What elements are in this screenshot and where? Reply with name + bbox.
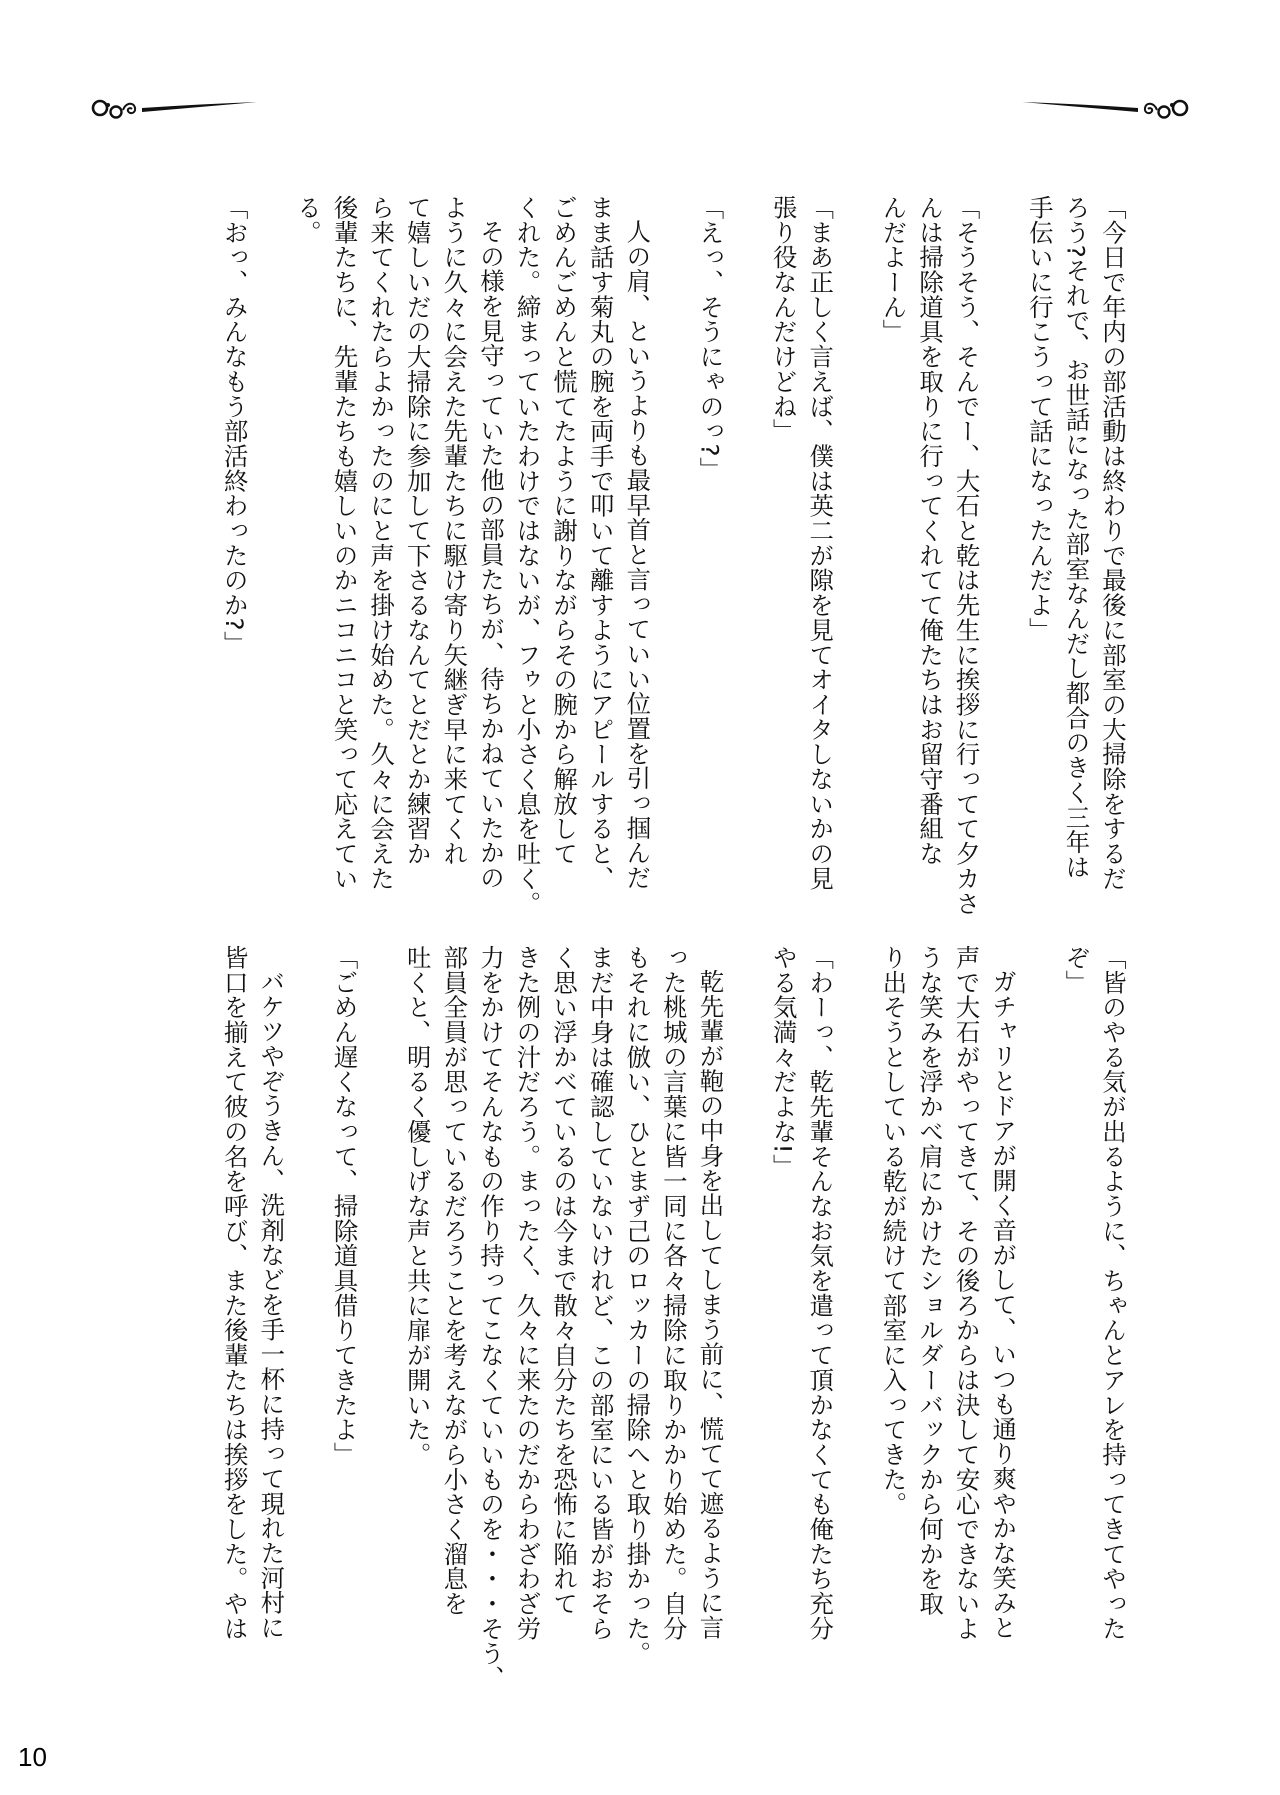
text-line: ごめんごめんと慌てたように謝りながらその腕から解放して — [549, 195, 579, 866]
text-line: まだ中身は確認していないけれど、この部室にいる皆がおそら — [585, 945, 615, 1641]
text-line: ら来てくれたらよかったのにと声を掛け始めた。久々に会えた — [366, 195, 396, 891]
text-line: うな笑みを浮かべ肩にかけたショルダーバックから何かを取 — [915, 945, 945, 1616]
text-line: った桃城の言葉に皆一同に各々掃除に取りかかり始めた。自分 — [658, 945, 688, 1641]
text-line: 皆口を揃えて彼の名を呼び、また後輩たちは挨拶をした。やは — [219, 945, 249, 1641]
text-line: る。 — [292, 195, 322, 245]
text-line: 「皆のやる気が出るように、ちゃんとアレを持ってきてやった — [1098, 945, 1127, 1641]
text-line: 「今日で年内の部活動は終わりで最後に部室の大掃除をするだ — [1098, 195, 1127, 891]
text-line: 「まあ正しく言えば、僕は英二が隙を見てオイタしないかの見 — [805, 195, 835, 891]
text-line: り出そうとしている乾が続けて部室に入ってきた。 — [878, 945, 908, 1517]
text-line: 手伝いに行こうって話になったんだよ」 — [1024, 195, 1054, 643]
text-line: 「ごめん遅くなって、掃除道具借りてきたよ」 — [329, 945, 359, 1467]
text-line: やる気満々だよな!」 — [768, 945, 798, 1179]
top-text-block — [190, 195, 1130, 916]
text-line: ように久々に会えた先輩たちに駆け寄り矢継ぎ早に来てくれ — [439, 195, 469, 866]
text-line: ろう?それで、お世話になった部室なんだし都合のきく三年は — [1061, 195, 1091, 880]
text-line: 張り役なんだけどね」 — [768, 195, 798, 444]
text-line: 「わーっ、乾先輩そんなお気を遣って頂かなくても俺たち充分 — [805, 945, 835, 1641]
text-line: て嬉しいだの大掃除に参加して下さるなんてとだとか練習か — [402, 195, 432, 866]
text-line: ぞ」 — [1061, 945, 1091, 995]
text-line: 声で大石がやってきて、その後ろからは決して安心できないよ — [951, 945, 981, 1641]
text-line: ガチャリとドアが開く音がして、いつも通り爽やかな笑みと — [988, 969, 1018, 1640]
text-line: 「おっ、みんなもう部活終わったのか?」 — [219, 195, 249, 656]
text-line: バケツやぞうきん、洗剤などを手一杯に持って現れた河村に — [256, 969, 286, 1640]
text-line: くれた。締まっていたわけではないが、フゥと小さく息を吐く。 — [512, 195, 542, 916]
flourish-ornament-left-icon — [90, 88, 260, 128]
text-line: 「そうそう、そんでー、大石と乾は先生に挨拶に行ってて夕カさ — [951, 195, 981, 916]
text-line: 「えっ、そうにゃのっ?」 — [695, 195, 725, 482]
text-line: 後輩たちに、先輩たちも嬉しいのかニコニコと笑って応えてい — [329, 195, 359, 891]
text-line: きた例の汁だろう。まったく、久々に来たのだからわざわざ労 — [512, 945, 542, 1641]
text-line: 人の肩、というよりも最早首と言っていい位置を引っ掴んだ — [622, 219, 652, 890]
text-line: もそれに倣い、ひとまず己のロッカーの掃除へと取り掛かった。 — [622, 945, 652, 1666]
text-line: んだよーん」 — [878, 195, 908, 345]
text-line: まま話す菊丸の腕を両手で叩いて離すようにアピールすると、 — [585, 195, 615, 891]
text-line: その様を見守っていた他の部員たちが、待ちかねていたかの — [475, 219, 505, 890]
text-line: 吐くと、明るく優しげな声と共に扉が開いた。 — [402, 945, 432, 1467]
text-line: 部員全員が思っているだろうことを考えながら小さく溜息を — [439, 945, 469, 1616]
text-line: 乾先輩が鞄の中身を出してしまう前に、慌てて遮るように言 — [695, 969, 725, 1640]
page-number: 10 — [18, 1742, 47, 1772]
flourish-ornament-right-icon — [1020, 88, 1190, 128]
text-line: んは掃除道具を取りに行ってくれてて俺たちはお留守番組な — [915, 195, 945, 866]
text-line: 力をかけてそんなもの作り持ってこなくていいものを・・・そう、 — [475, 945, 505, 1691]
bottom-text-block — [190, 945, 1130, 1691]
text-line: く思い浮かべているのは今まで散々自分たちを恐怖に陥れて — [549, 945, 579, 1616]
